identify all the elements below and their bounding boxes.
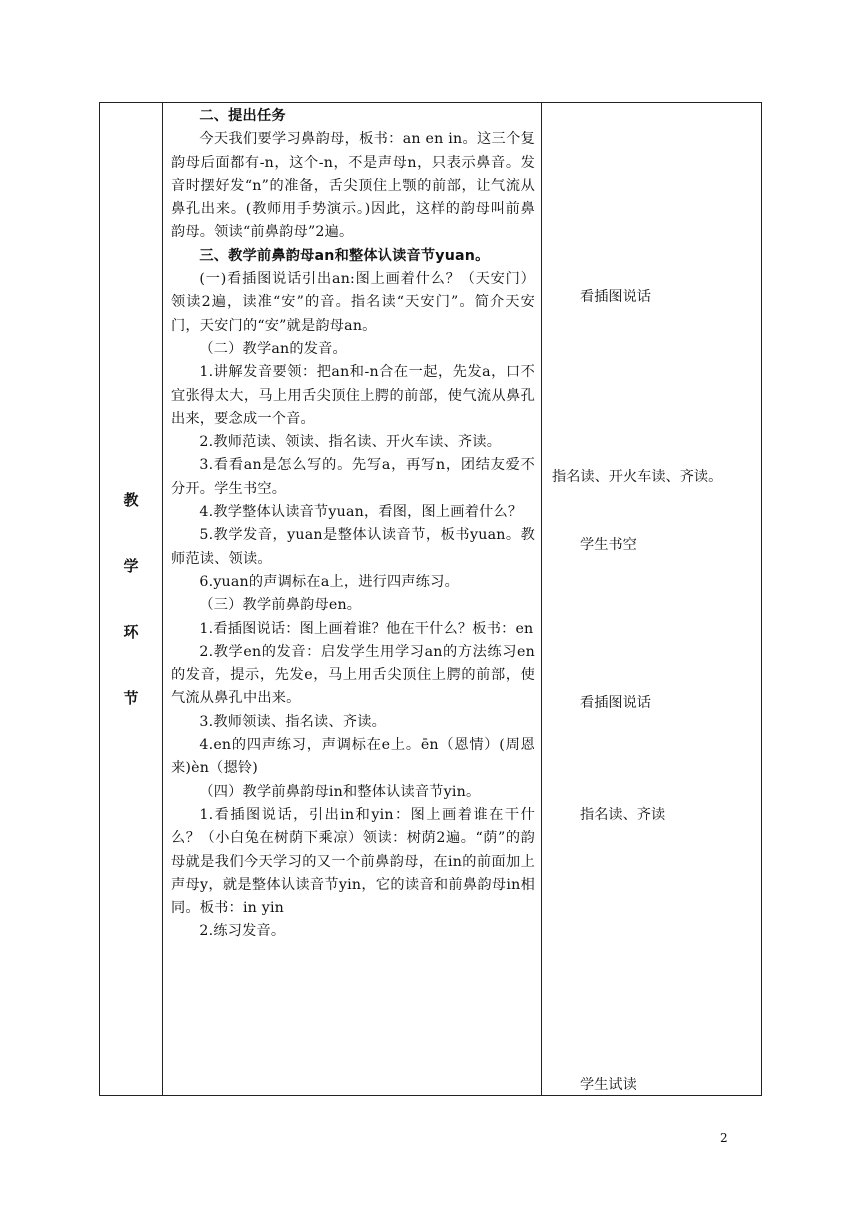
content-paragraph: 1.看插图说话：图上画着谁？他在干什么？板书：en (199, 620, 534, 637)
section-label-char: 环 (123, 623, 139, 641)
content-paragraph: （四）教学前鼻韵母in和整体认读音节yin。 (199, 783, 481, 800)
lesson-table (99, 102, 762, 1096)
student-activity-note: 学生试读 (580, 1077, 637, 1093)
teaching-content-cell (163, 103, 542, 1096)
content-paragraph: 2.教师范读、领读、指名读、开火车读、齐读。 (199, 434, 502, 451)
section-label-char: 教 (123, 491, 139, 509)
content-paragraph: 1.看插图说话，引出in和yin：图上画着谁在干什么？（小白兔在树荫下乘凉）领读：树荫2遍。“荫”的韵母就是我们今天学习的又一个前鼻韵母，在in的前面加上声母y，就是整体认读音节yin，它的读音和前鼻韵母in相同。板书：in yin (171, 806, 535, 917)
section-heading: 二、提出任务 (199, 108, 286, 124)
content-paragraph: 2.教学en的发音：启发学生用学习an的方法练习en 的发音，提示，先发e，马上用舌尖顶住上腭的前部，使气流从鼻孔中出来。 (171, 643, 535, 707)
content-paragraph: 今天我们要学习鼻韵母，板书：an en in。这三个复韵母后面都有-n，这个-n，不是声母n，只表示鼻音。发音时摆好发“n”的准备，舌尖顶住上颚的前部，让气流从鼻孔出来。(教师用手势演示。)因此，这样的韵母叫前鼻韵母。领读“前鼻韵母”2遍。 (171, 131, 535, 241)
content-paragraph: （三）教学前鼻韵母en。 (199, 597, 362, 614)
content-paragraph: 4.教学整体认读音节yuan，看图，图上画着什么？ (199, 504, 523, 521)
content-paragraph: 6.yuan的声调标在a上，进行四声练习。 (199, 573, 459, 590)
student-activity-note: 看插图说话 (580, 695, 651, 711)
student-activity-note: 指名读、齐读 (580, 807, 666, 823)
section-label-char: 学 (123, 557, 139, 575)
student-activity-cell (542, 103, 762, 1096)
section-label-cell (100, 103, 163, 1096)
content-paragraph: 5.教学发音，yuan是整体认读音节，板书yuan。教师范读、领读。 (171, 527, 535, 567)
content-paragraph: 3.看看an是怎么写的。先写a，再写n，团结友爱不分开。学生书空。 (171, 457, 535, 497)
content-paragraph: 2.练习发音。 (199, 923, 286, 940)
page-number: 2 (720, 1131, 728, 1145)
student-activity-note: 指名读、开火车读、齐读。 (552, 469, 723, 485)
section-label-char: 节 (123, 689, 139, 707)
content-paragraph: 4.en的四声练习，声调标在e上。ēn（恩情）(周恩来)èn（摁铃) (171, 737, 535, 777)
student-activity-note: 看插图说话 (580, 289, 651, 305)
content-paragraph: (一)看插图说话引出an:图上画着什么？（天安门）领读2遍，读准“安”的音。指名读“天安门”。简介天安门，天安门的“安”就是韵母an。 (171, 271, 535, 334)
content-paragraph: （二）教学an的发音。 (199, 340, 347, 357)
student-activity-note: 学生书空 (580, 537, 637, 553)
content-paragraph: 1.讲解发音要领：把an和-n合在一起，先发a，口不宜张得太大，马上用舌尖顶住上腭的前部，使气流从鼻孔出来，要念成一个音。 (171, 364, 535, 427)
section-heading: 三、教学前鼻韵母an和整体认读音节yuan。 (199, 247, 490, 264)
section-label (100, 467, 162, 731)
content-paragraph: 3.教师领读、指名读、齐读。 (199, 713, 386, 730)
